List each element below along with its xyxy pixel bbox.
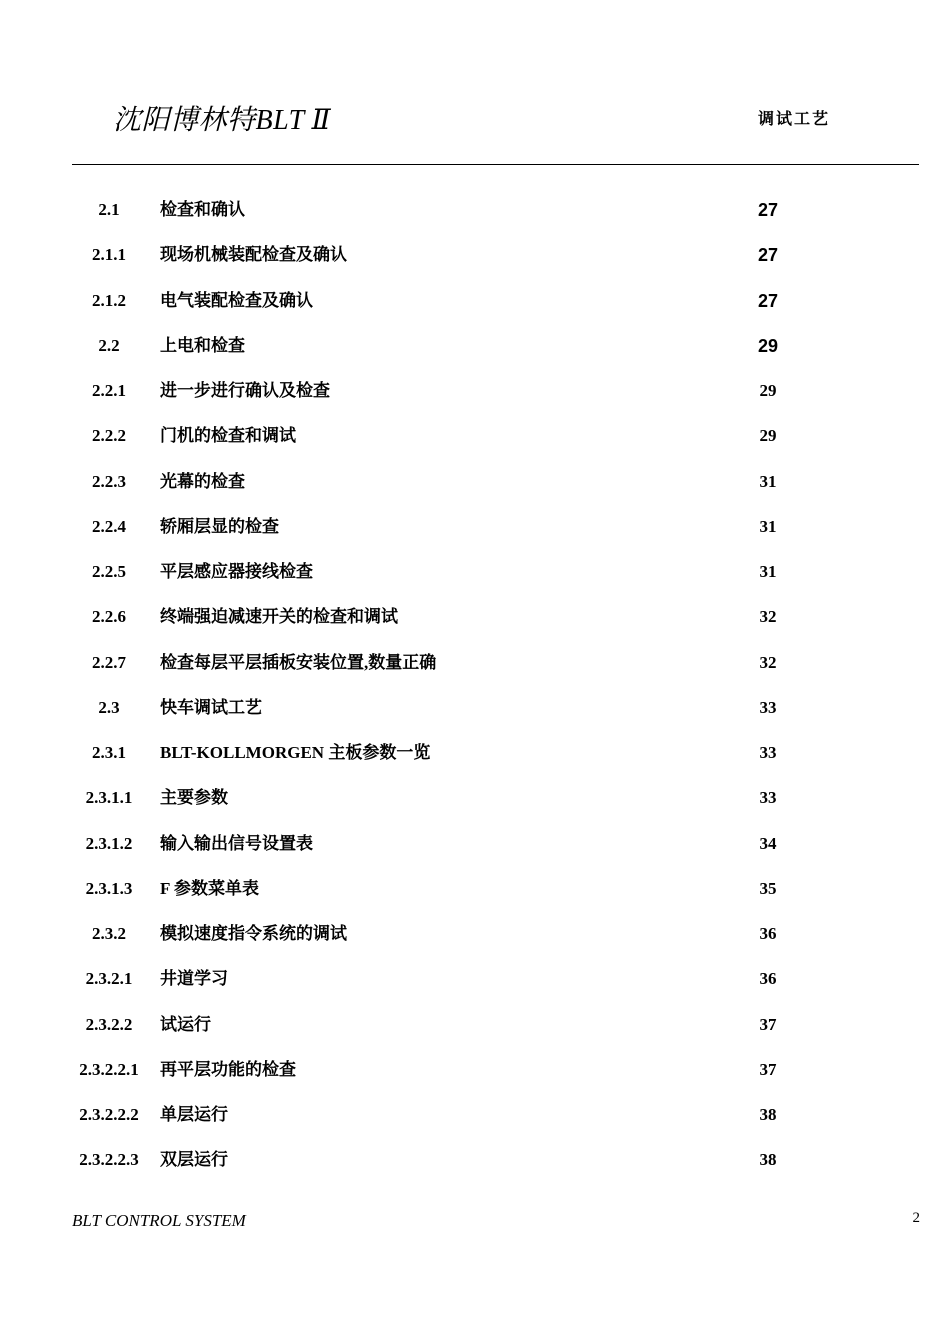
toc-title: 光幕的检查 <box>160 471 245 491</box>
toc-page: 33 <box>759 788 777 808</box>
toc-page: 29 <box>759 426 777 446</box>
toc-entry[interactable] <box>72 867 832 912</box>
toc-page: 35 <box>759 878 777 898</box>
toc-entry[interactable] <box>72 369 832 414</box>
toc-title: F 参数菜单表 <box>160 878 260 898</box>
toc-title: 快车调试工艺 <box>160 697 262 717</box>
toc-number: 2.3.1.2 <box>85 833 133 853</box>
toc-number: 2.3.2.2 <box>85 1014 133 1034</box>
toc-number: 2.3.2 <box>92 924 126 943</box>
toc-number: 2.2 <box>98 335 120 355</box>
toc-number: 2.2.1 <box>92 381 126 400</box>
toc-title: 门机的检查和调试 <box>160 426 296 446</box>
toc-number: 2.3.1.1 <box>85 788 133 808</box>
toc-entry[interactable] <box>72 414 832 459</box>
toc-title: 再平层功能的检查 <box>160 1059 296 1079</box>
toc-entry[interactable] <box>72 776 832 821</box>
toc-entry[interactable] <box>72 822 832 867</box>
toc-title: 输入输出信号设置表 <box>160 833 313 853</box>
toc-entry[interactable] <box>72 1003 832 1048</box>
toc-title: 现场机械装配检查及确认 <box>160 245 347 265</box>
toc-number: 2.1.2 <box>92 290 126 310</box>
toc-title: 双层运行 <box>160 1150 228 1170</box>
toc-title: 轿厢层显的检查 <box>160 516 279 536</box>
toc-page: 38 <box>759 1105 777 1124</box>
toc-number: 2.2.2 <box>92 426 126 446</box>
toc-title: 检查和确认 <box>160 200 245 219</box>
toc-number: 2.2.6 <box>92 607 126 627</box>
toc-entry[interactable] <box>72 233 832 278</box>
toc-entry[interactable] <box>72 279 832 324</box>
toc-number: 2.2.7 <box>92 652 126 672</box>
toc-page: 31 <box>759 471 777 491</box>
toc-number: 2.3.2.2.1 <box>79 1059 139 1079</box>
toc-page: 36 <box>759 924 777 943</box>
toc-number: 2.2.3 <box>92 471 126 491</box>
toc-entry[interactable] <box>72 686 832 731</box>
page-number: 2 <box>912 1210 920 1226</box>
toc-title: 检查每层平层插板安装位置,数量正确 <box>160 652 437 672</box>
toc-page: 32 <box>759 652 777 672</box>
toc-page: 31 <box>759 516 777 536</box>
toc-entry[interactable] <box>72 505 832 550</box>
toc-entry[interactable] <box>72 188 832 233</box>
toc-entry[interactable] <box>72 731 832 776</box>
toc-title: 进一步进行确认及检查 <box>160 381 330 400</box>
toc-entry[interactable] <box>72 460 832 505</box>
toc-number: 2.3.1 <box>92 743 126 762</box>
toc-entry[interactable] <box>72 957 832 1002</box>
toc-title: 上电和检查 <box>160 335 245 355</box>
toc-title: 主要参数 <box>160 788 228 808</box>
toc-title: 试运行 <box>160 1014 211 1034</box>
toc-page: 32 <box>759 607 777 627</box>
toc-page: 33 <box>759 743 777 762</box>
toc-entry[interactable] <box>72 1093 832 1138</box>
toc-number: 2.3 <box>98 697 120 717</box>
toc-title: 井道学习 <box>160 969 228 989</box>
toc-page: 33 <box>759 697 777 717</box>
toc-title: BLT-KOLLMORGEN 主板参数一览 <box>160 743 431 762</box>
toc-title: 单层运行 <box>160 1105 228 1124</box>
toc-page: 27 <box>757 245 779 266</box>
toc-title: 模拟速度指令系统的调试 <box>160 924 347 943</box>
toc-number: 2.1.1 <box>92 245 126 265</box>
toc-number: 2.3.2.1 <box>85 969 133 989</box>
toc-page: 37 <box>759 1014 777 1034</box>
toc-number: 2.1 <box>98 200 120 219</box>
toc-number: 2.2.5 <box>92 562 126 581</box>
header-divider <box>72 164 919 165</box>
toc-title: 终端强迫减速开关的检查和调试 <box>160 607 398 627</box>
toc-page: 27 <box>757 200 779 220</box>
toc-page: 29 <box>757 335 779 356</box>
toc-entry[interactable] <box>72 550 832 595</box>
toc-entry[interactable] <box>72 595 832 640</box>
table-of-contents <box>72 188 832 1184</box>
toc-entry[interactable] <box>72 641 832 686</box>
toc-number: 2.2.4 <box>92 516 126 536</box>
toc-entry[interactable] <box>72 1138 832 1183</box>
toc-page: 29 <box>759 381 777 400</box>
toc-number: 2.3.2.2.2 <box>79 1105 139 1124</box>
toc-page: 36 <box>759 969 777 989</box>
toc-title: 平层感应器接线检查 <box>160 562 313 581</box>
toc-entry[interactable] <box>72 912 832 957</box>
header-section-title: 调试工艺 <box>758 111 831 128</box>
toc-entry[interactable] <box>72 1048 832 1093</box>
toc-entry[interactable] <box>72 324 832 369</box>
toc-page: 38 <box>759 1150 777 1170</box>
toc-title: 电气装配检查及确认 <box>160 290 313 310</box>
toc-number: 2.3.1.3 <box>85 878 133 898</box>
toc-number: 2.3.2.2.3 <box>79 1150 139 1170</box>
footer-system-name: BLT CONTROL SYSTEM <box>72 1211 246 1230</box>
toc-page: 34 <box>759 833 777 853</box>
toc-page: 37 <box>759 1059 777 1079</box>
toc-page: 31 <box>759 562 777 581</box>
header-title: 沈阳博林特BLT Ⅱ <box>113 105 332 136</box>
toc-page: 27 <box>757 290 779 311</box>
